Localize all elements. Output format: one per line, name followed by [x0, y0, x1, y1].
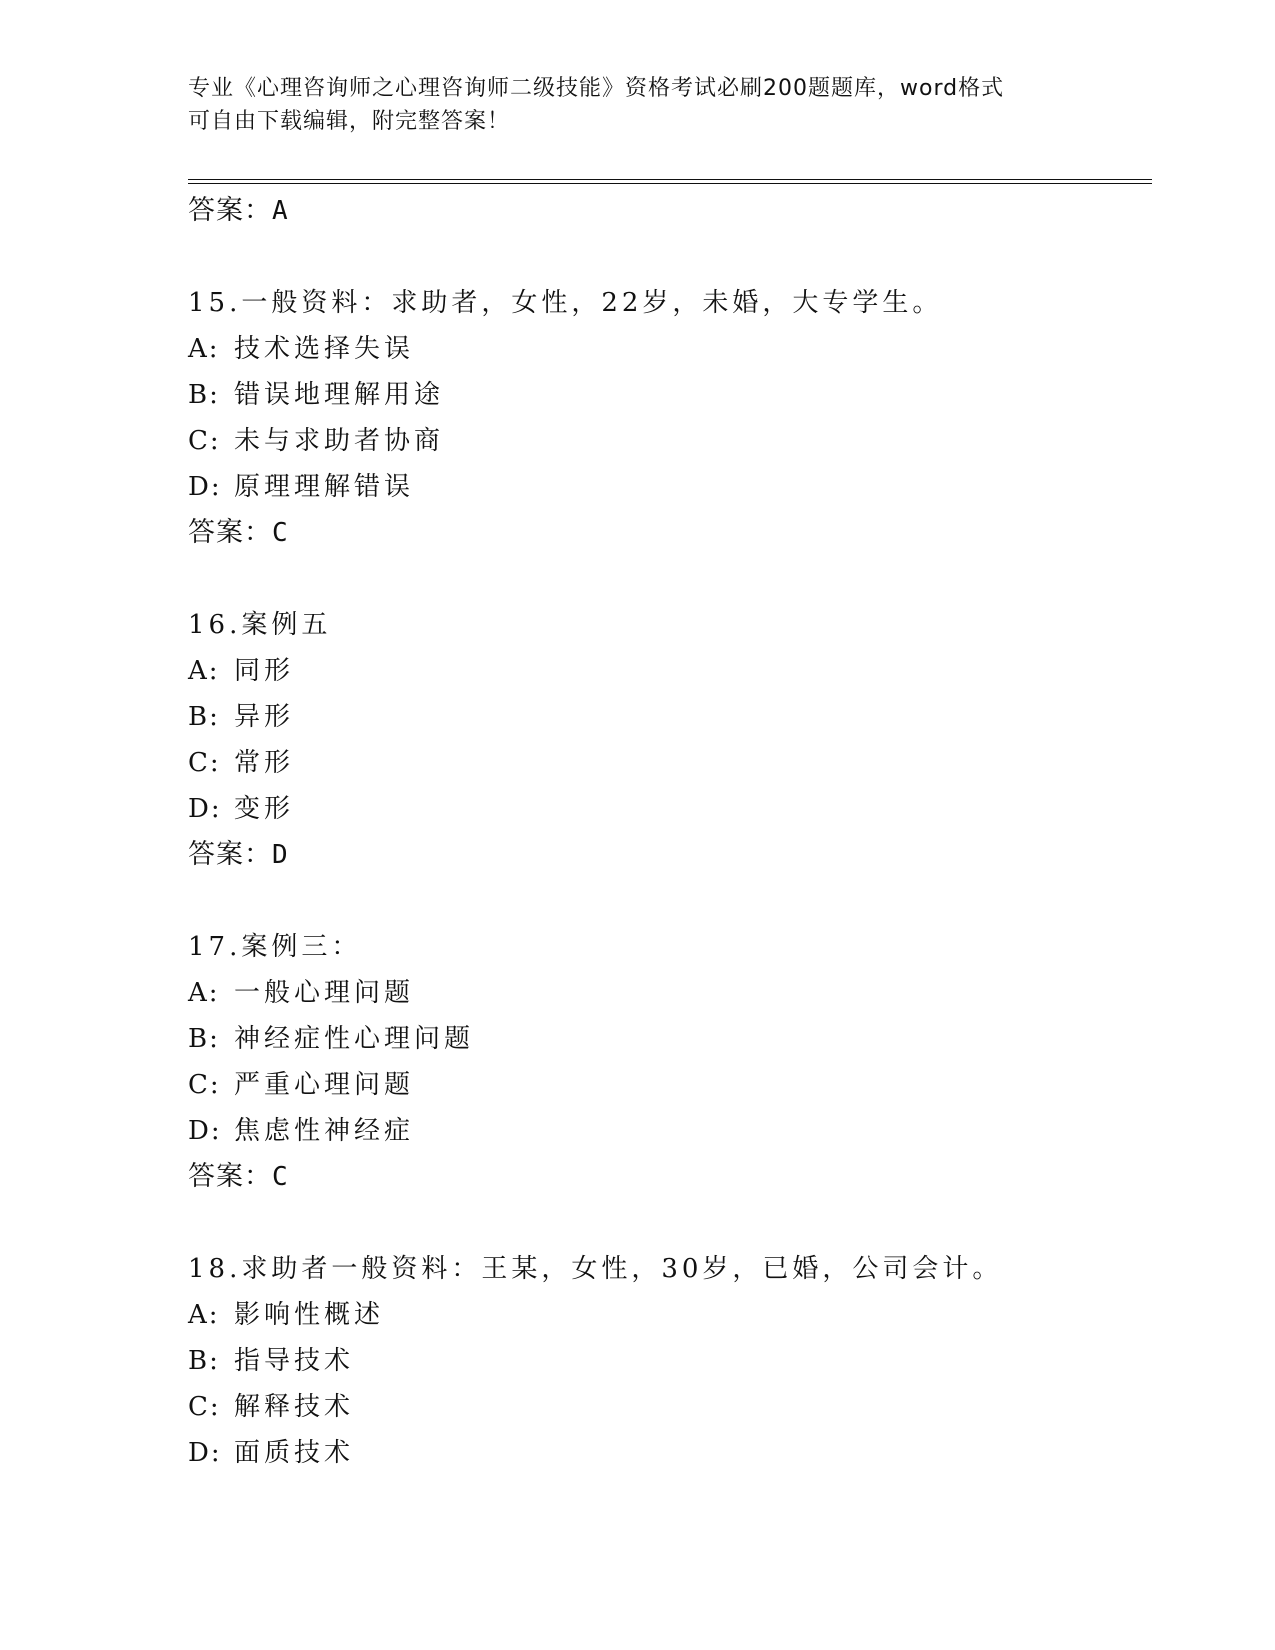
option-text: 原理理解错误 [234, 472, 415, 502]
option-text: 面质技术 [234, 1438, 355, 1468]
spacer [188, 1200, 1148, 1246]
answer-value: A [272, 196, 289, 226]
option-a [188, 648, 1148, 694]
option-c [188, 1384, 1148, 1430]
question-stem: 16.案例五 [188, 610, 332, 640]
answer-line [188, 188, 1148, 234]
document-header [188, 72, 1088, 138]
answer-value: D [272, 840, 289, 870]
answer-label: 答案： [188, 195, 272, 226]
option-key: D: [188, 794, 222, 824]
option-c [188, 418, 1148, 464]
option-d [188, 786, 1148, 832]
answer-label: 答案： [188, 517, 272, 548]
answer-label: 答案： [188, 839, 272, 870]
option-key: B: [188, 1024, 220, 1054]
option-key: D: [188, 472, 222, 502]
option-key: C: [188, 748, 221, 778]
option-text: 同形 [234, 656, 295, 686]
option-text: 常形 [234, 748, 295, 778]
answer-value: C [272, 518, 289, 548]
question-stem: 15.一般资料：求助者，女性，22岁，未婚，大专学生。 [188, 288, 943, 318]
option-text: 焦虑性神经症 [234, 1116, 415, 1146]
option-text: 一般心理问题 [234, 978, 415, 1008]
spacer [188, 878, 1148, 924]
answer-value: C [272, 1162, 289, 1192]
question-list [188, 188, 1148, 1476]
option-a [188, 326, 1148, 372]
option-text: 变形 [234, 794, 295, 824]
answer-label: 答案： [188, 1161, 272, 1192]
option-text: 未与求助者协商 [234, 426, 445, 456]
option-text: 神经症性心理问题 [234, 1024, 475, 1054]
option-d [188, 1430, 1148, 1476]
option-key: C: [188, 1070, 221, 1100]
option-key: D: [188, 1438, 222, 1468]
option-key: B: [188, 1346, 220, 1376]
question-stem: 17.案例三： [188, 932, 362, 962]
option-d [188, 1108, 1148, 1154]
spacer [188, 556, 1148, 602]
option-key: C: [188, 1392, 221, 1422]
option-text: 异形 [234, 702, 295, 732]
option-b [188, 372, 1148, 418]
question-stem: 18.求助者一般资料：王某，女性，30岁，已婚，公司会计。 [188, 1254, 1003, 1284]
header-divider-bottom [188, 183, 1152, 184]
option-key: A: [188, 334, 220, 364]
option-text: 影响性概述 [234, 1300, 385, 1330]
option-a [188, 970, 1148, 1016]
option-b [188, 694, 1148, 740]
question-block [188, 280, 1148, 556]
option-text: 技术选择失误 [234, 334, 415, 364]
question-block [188, 1246, 1148, 1476]
question-block [188, 602, 1148, 878]
header-line-1: 专业《心理咨询师之心理咨询师二级技能》资格考试必刷200题题库，word格式 [188, 76, 1005, 101]
header-divider-top [188, 179, 1152, 180]
answer-line [188, 1154, 1148, 1200]
option-key: D: [188, 1116, 222, 1146]
option-b [188, 1338, 1148, 1384]
answer-line [188, 832, 1148, 878]
option-c [188, 1062, 1148, 1108]
option-text: 指导技术 [234, 1346, 355, 1376]
option-b [188, 1016, 1148, 1062]
option-text: 错误地理解用途 [234, 380, 445, 410]
option-key: A: [188, 978, 220, 1008]
option-key: B: [188, 702, 220, 732]
answer-line [188, 510, 1148, 556]
question-block [188, 924, 1148, 1200]
option-a [188, 1292, 1148, 1338]
option-text: 解释技术 [234, 1392, 355, 1422]
option-key: A: [188, 656, 220, 686]
option-key: A: [188, 1300, 220, 1330]
option-d [188, 464, 1148, 510]
option-key: B: [188, 380, 220, 410]
option-text: 严重心理问题 [234, 1070, 415, 1100]
header-line-2: 可自由下载编辑，附完整答案！ [188, 109, 511, 134]
option-c [188, 740, 1148, 786]
option-key: C: [188, 426, 221, 456]
spacer [188, 234, 1148, 280]
